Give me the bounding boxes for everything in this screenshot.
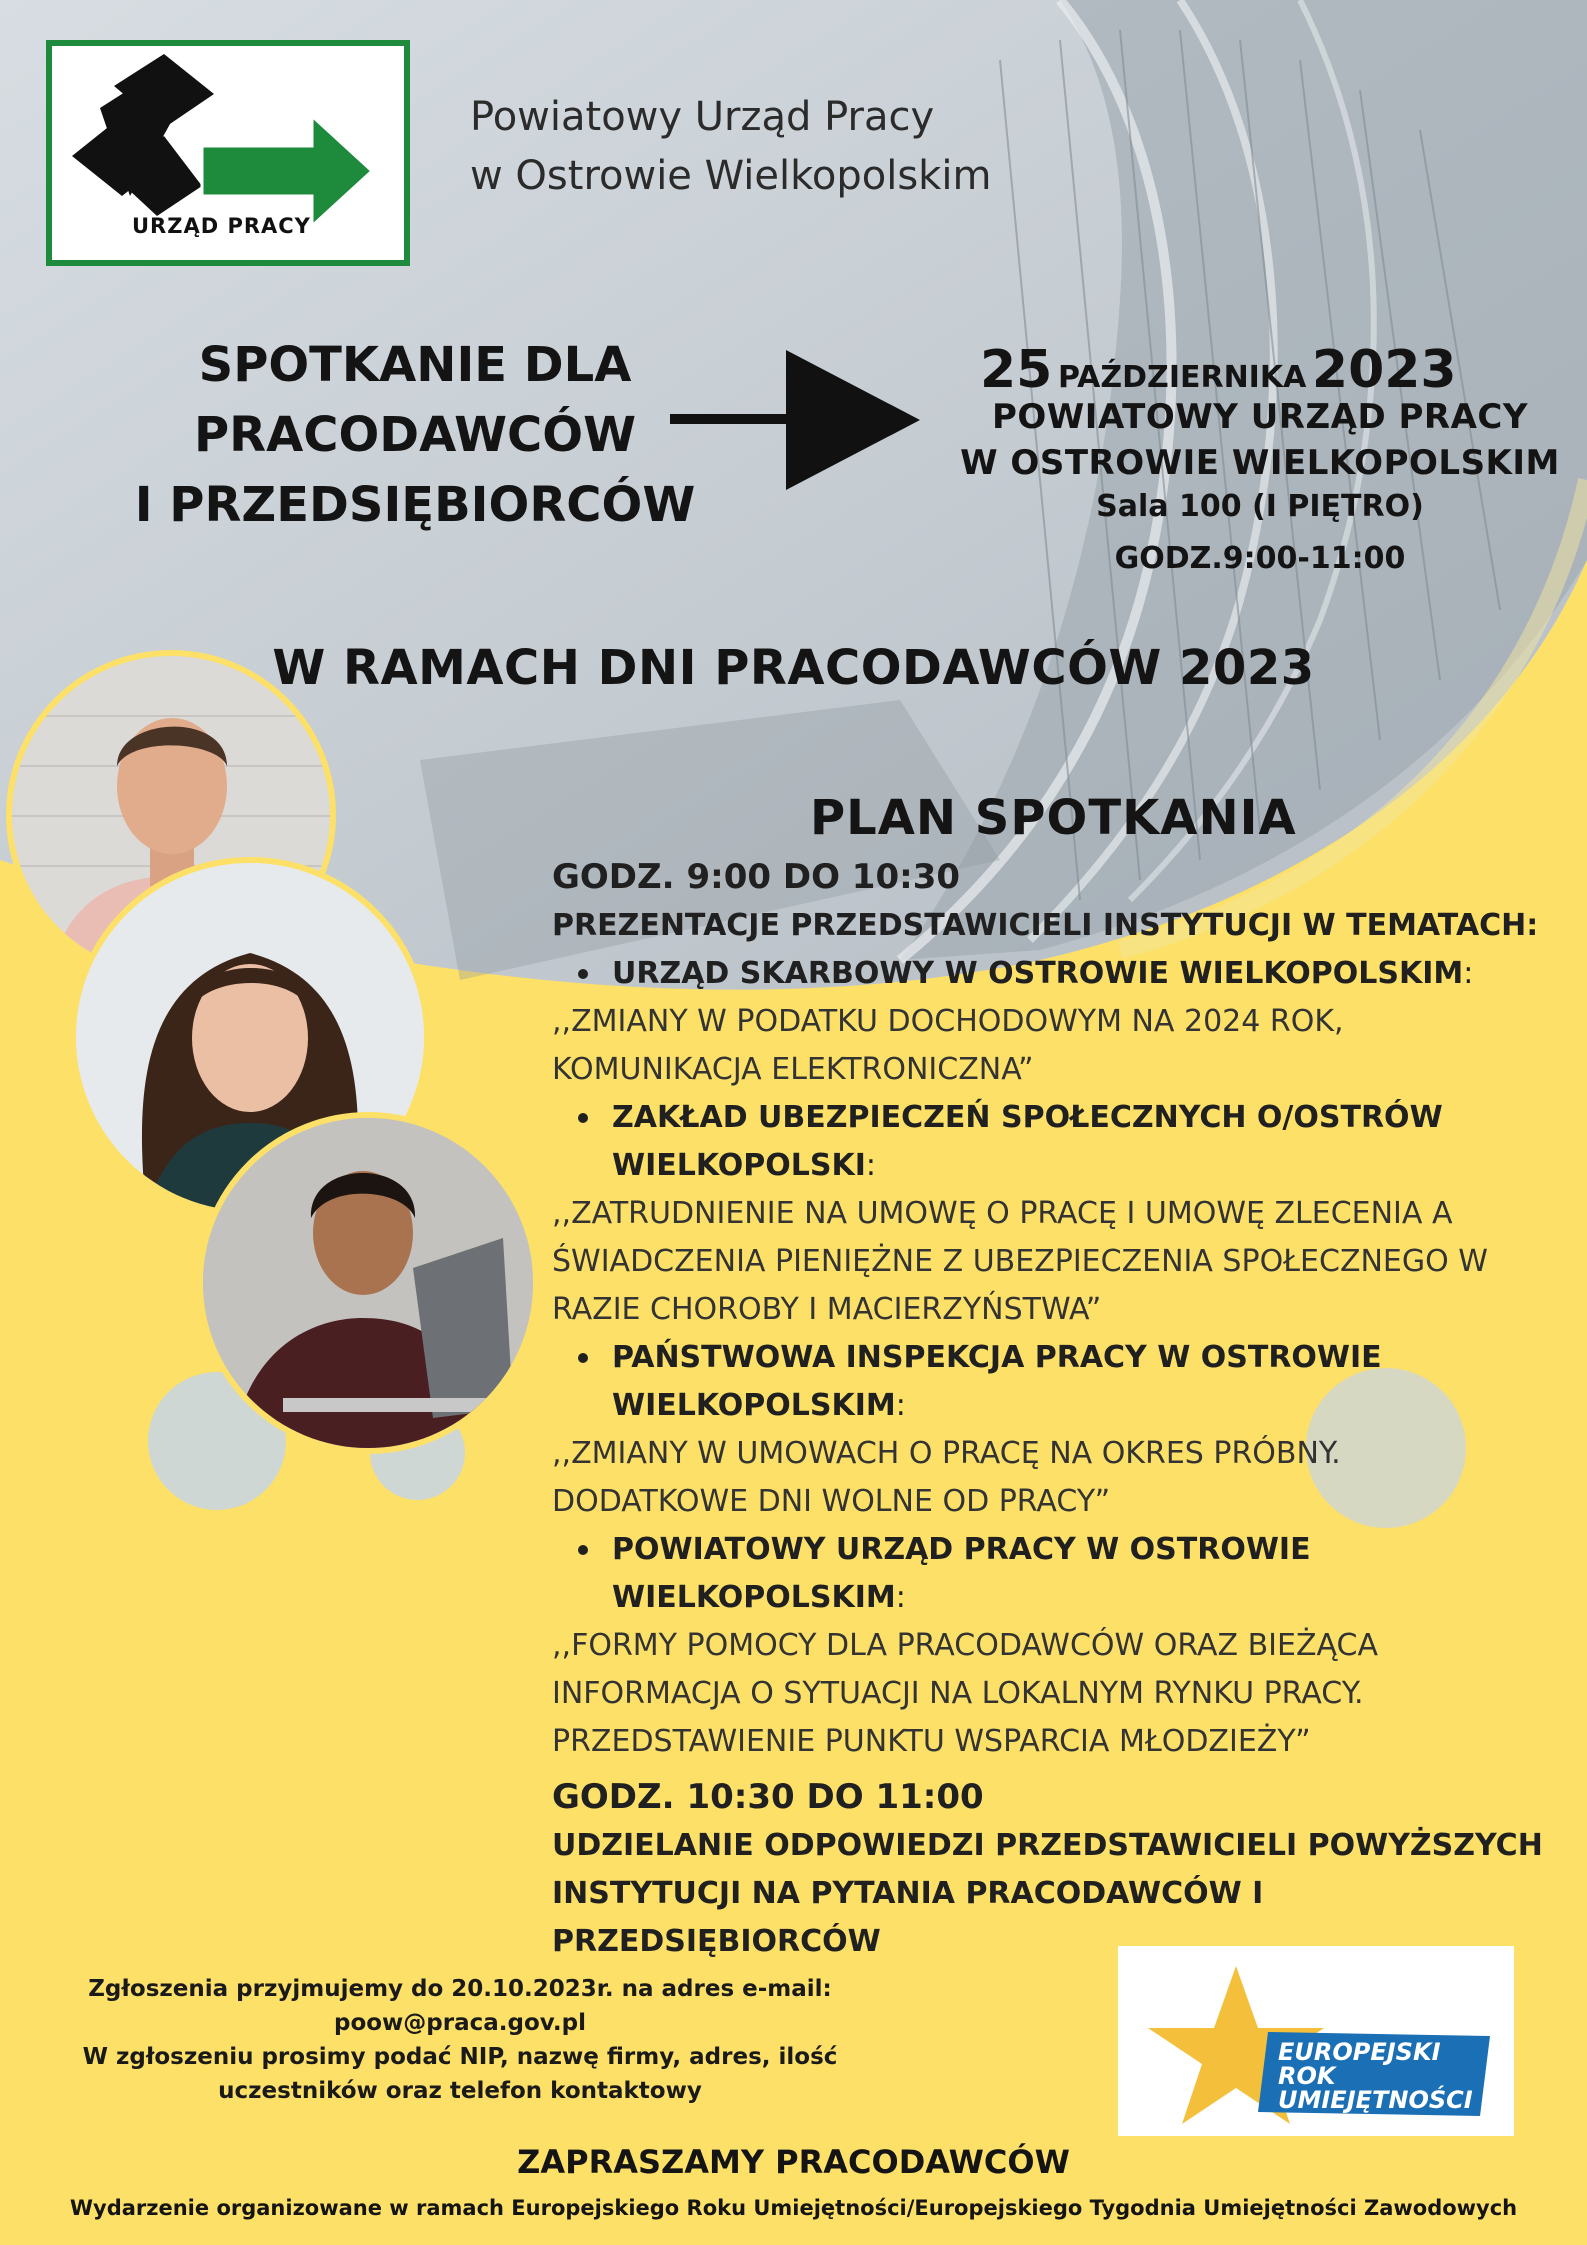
registration-line-1: Zgłoszenia przyjmujemy do 20.10.2023r. na adres e-mail:	[88, 1976, 832, 2002]
plan-title: PLAN SPOTKANIA	[810, 790, 1297, 846]
agenda-item-name-cont: WIELKOPOLSKI	[612, 1148, 866, 1183]
arrow-right-icon	[670, 350, 930, 490]
bullet-icon	[578, 969, 588, 979]
agenda-answers-line-2: INSTYTUCJI NA PYTANIA PRACODAWCÓW I PRZEDSIĘBIORCÓW	[552, 1876, 1264, 1959]
agenda-topic-line: ŚWIADCZENIA PIENIĘŻNE Z UBEZPIECZENIA SPOŁECZNEGO W	[552, 1244, 1488, 1279]
eu-logo-line-3: UMIEJĘTNOŚCI	[1278, 2086, 1473, 2114]
organization-name	[470, 88, 991, 206]
eu-logo-line-1: EUROPEJSKI	[1278, 2038, 1441, 2066]
eu-logo-line-2: ROK	[1278, 2062, 1336, 2090]
agenda-topic-line: ,,ZATRUDNIENIE NA UMOWĘ O PRACĘ I UMOWĘ ZLECENIA A	[552, 1196, 1453, 1231]
agenda-topic-line: RAZIE CHOROBY I MACIERZYŃSTWA”	[552, 1292, 1102, 1327]
agenda-topic-line: ,,ZMIANY W UMOWACH O PRACĘ NA OKRES PRÓBNY.	[552, 1436, 1341, 1471]
meeting-agenda	[552, 852, 1582, 1966]
event-room: Sala 100 (I PIĘTRO)	[1096, 489, 1424, 524]
agenda-item-2	[552, 1094, 1582, 1142]
agenda-topic-line: INFORMACJA O SYTUACJI NA LOKALNYM RYNKU PRACY.	[552, 1676, 1364, 1711]
agenda-answers-line-1: UDZIELANIE ODPOWIEDZI PRZEDSTAWICIELI POWYŻSZYCH	[552, 1828, 1543, 1863]
eu-logo-graphic-icon	[1118, 1946, 1514, 2136]
agenda-time-2: GODZ. 10:30 DO 11:00	[552, 1777, 984, 1817]
agenda-item-4-cont: WIELKOPOLSKIM:	[612, 1580, 906, 1615]
agenda-item-name: POWIATOWY URZĄD PRACY W OSTROWIE	[612, 1532, 1311, 1567]
agenda-topic-line: ,,ZMIANY W PODATKU DOCHODOWYM NA 2024 ROK,	[552, 1004, 1344, 1039]
agenda-item-name: URZĄD SKARBOWY W OSTROWIE WIELKOPOLSKIM	[612, 956, 1464, 991]
agenda-item-name: ZAKŁAD UBEZPIECZEŃ SPOŁECZNYCH O/OSTRÓW	[612, 1100, 1443, 1135]
agenda-item-3	[552, 1334, 1582, 1382]
event-headline	[100, 330, 730, 540]
agenda-topic-line: PRZEDSTAWIENIE PUNKTU WSPARCIA MŁODZIEŻY”	[552, 1724, 1311, 1759]
agenda-item-2-cont: WIELKOPOLSKI:	[612, 1148, 876, 1183]
org-line-1: Powiatowy Urząd Pracy	[470, 94, 935, 140]
photo-man-2	[197, 1112, 539, 1454]
event-year: 2023	[1311, 340, 1457, 400]
logo-label: URZĄD PRACY	[132, 214, 311, 238]
agenda-item-1: URZĄD SKARBOWY W OSTROWIE WIELKOPOLSKIM:	[552, 950, 1582, 998]
org-line-2: w Ostrowie Wielkopolskim	[470, 153, 992, 199]
urzad-pracy-logo	[46, 40, 410, 266]
european-year-of-skills-logo	[1118, 1946, 1514, 2136]
headline-line-2: PRACODAWCÓW	[193, 407, 637, 463]
agenda-topic-line: ,,FORMY POMOCY DLA PRACODAWCÓW ORAZ BIEŻĄCA	[552, 1628, 1378, 1663]
event-place-line-2: W OSTROWIE WIELKOPOLSKIM	[960, 443, 1560, 483]
event-day: 25	[980, 340, 1053, 400]
headline-line-1: SPOTKANIE DLA	[198, 337, 632, 393]
event-note: Wydarzenie organizowane w ramach Europejskiego Roku Umiejętności/Europejskiego Tygodnia Umiejętności Zawodowych	[69, 2196, 1518, 2220]
registration-line-4: uczestników oraz telefon kontaktowy	[218, 2078, 702, 2104]
bullet-icon	[578, 1545, 588, 1555]
agenda-item-name-cont: WIELKOPOLSKIM	[612, 1388, 896, 1423]
bullet-icon	[578, 1353, 588, 1363]
agenda-intro: PREZENTACJE PRZEDSTAWICIELI INSTYTUCJI W TEMATACH:	[552, 908, 1539, 943]
headline-line-3: I PRZEDSIĘBIORCÓW	[134, 477, 696, 533]
agenda-item-name: PAŃSTWOWA INSPEKCJA PRACY W OSTROWIE	[612, 1340, 1382, 1375]
event-date	[980, 340, 1457, 400]
registration-line-3: W zgłoszeniu prosimy podać NIP, nazwę firmy, adres, ilość	[82, 2044, 838, 2070]
agenda-item-3-cont: WIELKOPOLSKIM:	[612, 1388, 906, 1423]
person-photo-icon	[203, 1118, 533, 1448]
agenda-item-name-cont: WIELKOPOLSKIM	[612, 1580, 896, 1615]
agenda-item-4	[552, 1526, 1582, 1574]
bullet-icon	[578, 1113, 588, 1123]
event-place-line-1: POWIATOWY URZĄD PRACY	[991, 397, 1528, 437]
registration-info	[40, 1972, 880, 2108]
event-subtitle: W RAMACH DNI PRACODAWCÓW 2023	[272, 640, 1315, 696]
event-hours: GODZ.9:00-11:00	[1114, 541, 1406, 576]
registration-email-link[interactable]: poow@praca.gov.pl	[333, 2010, 586, 2036]
invitation-text: ZAPRASZAMY PRACODAWCÓW	[517, 2143, 1070, 2181]
agenda-topic-line: KOMUNIKACJA ELEKTRONICZNA”	[552, 1052, 1034, 1087]
agenda-time-1: GODZ. 9:00 DO 10:30	[552, 857, 961, 897]
agenda-topic-line: DODATKOWE DNI WOLNE OD PRACY”	[552, 1484, 1111, 1519]
event-location	[940, 396, 1580, 592]
event-month: PAŹDZIERNIKA	[1057, 360, 1307, 395]
